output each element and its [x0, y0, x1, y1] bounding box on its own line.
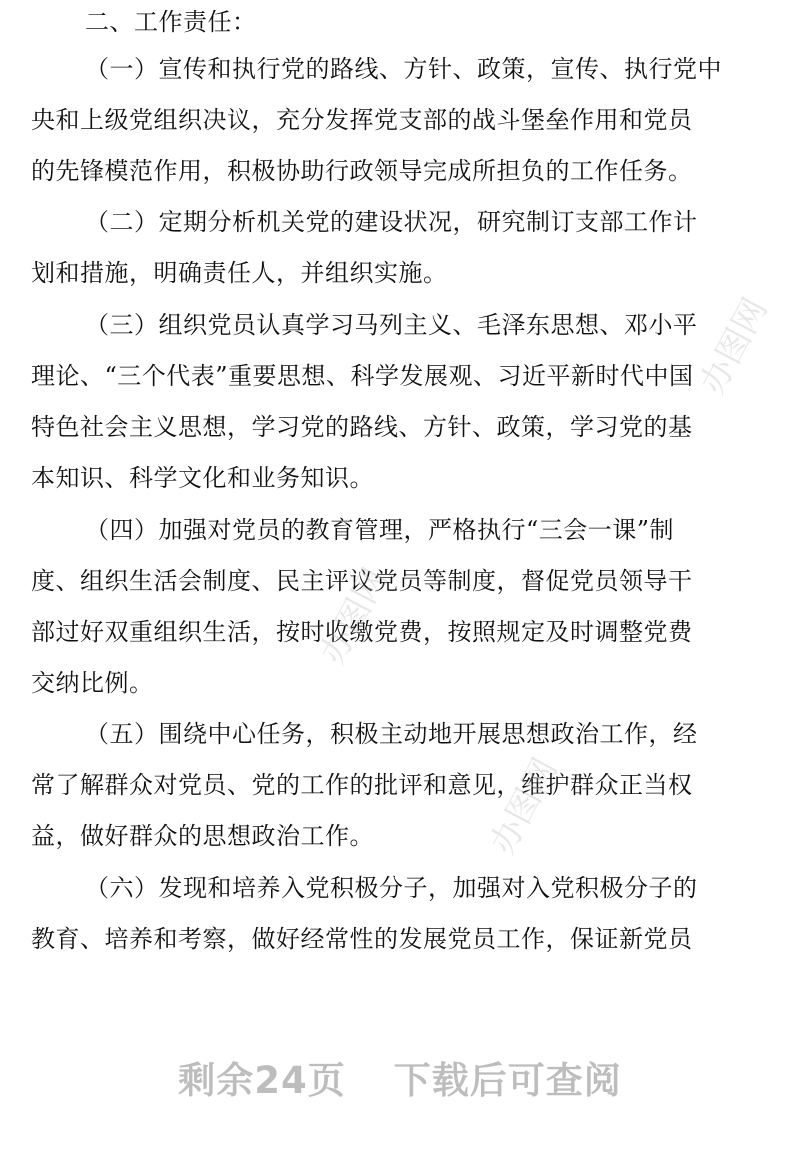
paragraph-line: 常了解群众对党员、党的工作的批评和意见，维护群众正当权	[31, 771, 693, 799]
download-prompt	[0, 1050, 800, 1104]
paragraph-line: 部过好双重组织生活，按时收缴党费，按照规定及时调整党费	[31, 618, 693, 646]
watermark: 办图网	[482, 751, 566, 861]
paragraph-line: 特色社会主义思想，学习党的路线、方针、政策，学习党的基	[31, 413, 693, 441]
paragraph-line: （三）组织党员认真学习马列主义、毛泽东思想、邓小平	[85, 311, 698, 339]
paragraph-line: （二）定期分析机关党的建设状况，研究制订支部工作计	[85, 208, 698, 236]
paragraph-line: （六）发现和培养入党积极分子，加强对入党积极分子的	[85, 874, 698, 902]
paragraph-line: 交纳比例。	[31, 669, 154, 697]
paragraph-line: 益，做好群众的思想政治工作。	[31, 822, 374, 850]
paragraph-line: （五）围绕中心任务，积极主动地开展思想政治工作，经	[85, 720, 698, 748]
paragraph-line: 教育、培养和考察，做好经常性的发展党员工作，保证新党员	[31, 925, 693, 953]
download-hint-label: 下载后可查阅	[393, 1059, 622, 1102]
watermark: 办图网	[312, 561, 396, 671]
paragraph-line: 本知识、科学文化和业务知识。	[31, 464, 374, 492]
paragraph-line: 央和上级党组织决议，充分发挥党支部的战斗堡垒作用和党员	[31, 106, 693, 134]
paragraph-line: （一）宣传和执行党的路线、方针、政策，宣传、执行党中	[85, 55, 722, 83]
section-heading: 二、工作责任：	[85, 8, 257, 36]
watermark: 办图网	[692, 291, 776, 401]
paragraph-line: （四）加强对党员的教育管理，严格执行“三会一课”制	[85, 516, 675, 544]
paragraph-line: 度、组织生活会制度、民主评议党员等制度，督促党员领导干	[31, 567, 693, 595]
paragraph-line: 的先锋模范作用，积极协助行政领导完成所担负的工作任务。	[31, 157, 693, 185]
paragraph-line: 划和措施，明确责任人，并组织实施。	[31, 259, 448, 287]
paragraph-line: 理论、“三个代表”重要思想、科学发展观、习近平新时代中国	[31, 362, 694, 390]
remaining-pages-label: 剩余24页	[178, 1059, 346, 1102]
